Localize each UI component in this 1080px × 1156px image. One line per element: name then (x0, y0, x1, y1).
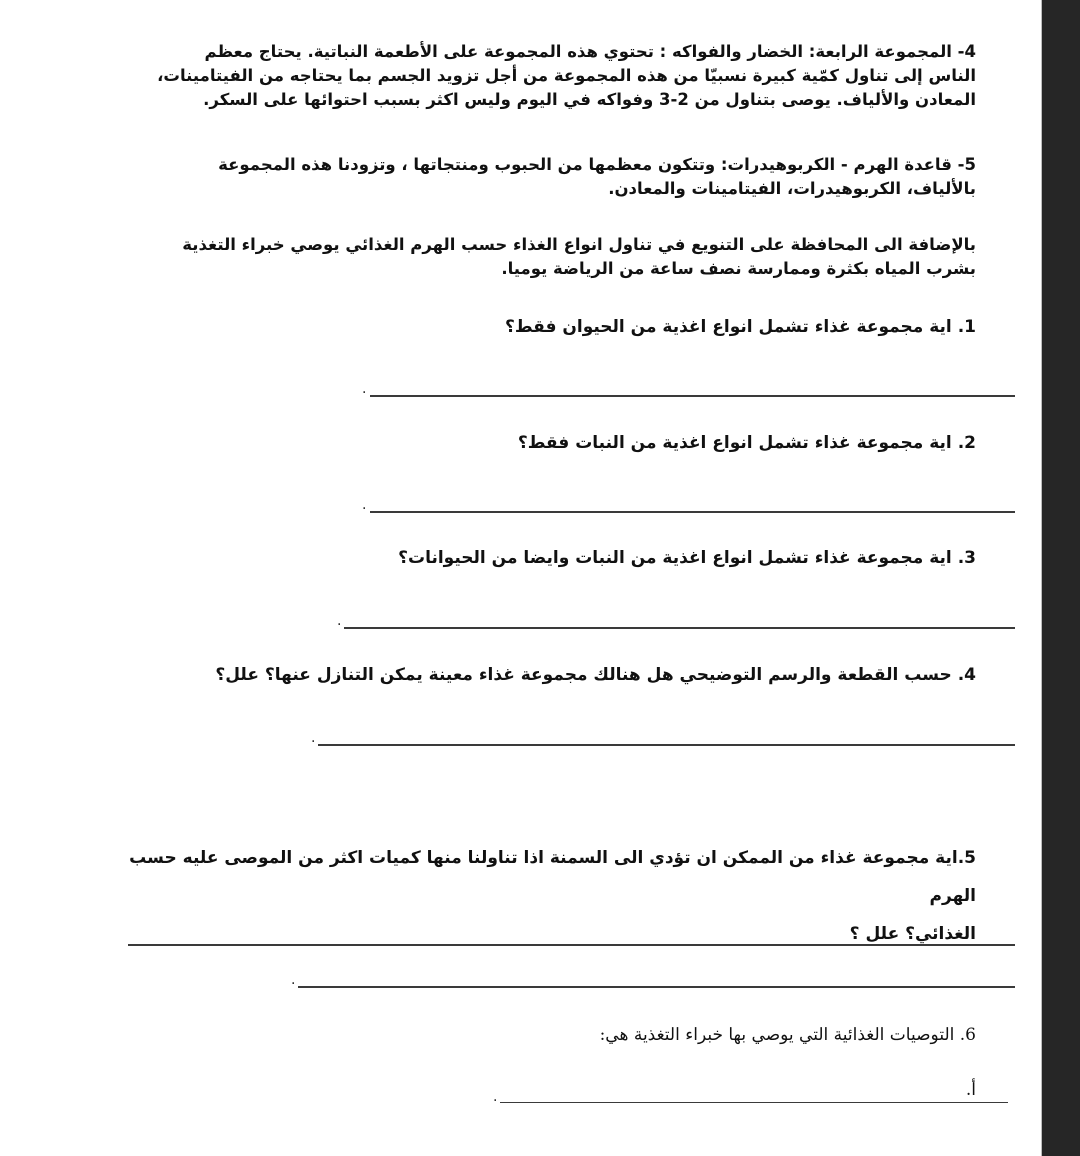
line-end-mark: . (291, 972, 296, 988)
answer-line-5a[interactable] (128, 944, 1015, 946)
answer-line-1[interactable] (370, 395, 1015, 397)
question-number: 5. (957, 848, 976, 868)
question-number: 4. (957, 665, 976, 685)
answer-line-4[interactable] (318, 744, 1015, 746)
question-text: اية مجموعة غذاء تشمل انواع اغذية من النبات فقط؟ (517, 433, 952, 453)
paragraph-line: الناس إلى تناول كمّية كبيرة نسبيّا من هذه المجموعة من أجل تزويد الجسم بما يحتاجه من الفيتامينات، (157, 66, 976, 85)
question-5 (116, 839, 976, 953)
line-end-mark: . (337, 613, 342, 629)
line-end-mark: . (311, 730, 316, 746)
question-text: التوصيات الغذائية التي يوصي بها خبراء التغذية هي: (599, 1025, 955, 1045)
answer-line-5b[interactable] (298, 986, 1015, 988)
answer-line-3[interactable] (344, 627, 1015, 629)
side-panel-scrollbar[interactable] (1041, 0, 1080, 1156)
paragraph-line: 5- قاعدة الهرم - الكربوهيدرات: وتتكون معظمها من الحبوب ومنتجاتها ، وتزودنا هذه المجموعة (218, 155, 976, 174)
paragraph-group-4 (76, 40, 976, 112)
question-text: حسب القطعة والرسم التوضيحي هل هنالك مجموعة غذاء معينة يمكن التنازل عنها؟ علل؟ (215, 665, 952, 685)
sub-answer-label-a: أ. (965, 1080, 976, 1100)
question-number: 2. (957, 433, 976, 453)
question-1 (505, 314, 976, 340)
question-text: اية مجموعة غذاء تشمل انواع اغذية من النبات وايضا من الحيوانات؟ (398, 548, 952, 568)
question-number: 6. (959, 1025, 976, 1045)
question-text: اية مجموعة غذاء من الممكن ان تؤدي الى السمنة اذا تناولنا منها كميات اكثر من الموصى عليه حسب الهرم (129, 848, 976, 906)
question-text: اية مجموعة غذاء تشمل انواع اغذية من الحيوان فقط؟ (505, 317, 952, 337)
paragraph-line: بشرب المياه بكثرة وممارسة نصف ساعة من الرياضة يوميا. (501, 259, 976, 278)
line-end-mark: . (493, 1089, 498, 1105)
answer-line-6a[interactable] (500, 1102, 1008, 1103)
question-number: 1. (957, 317, 976, 337)
paragraph-line: 4- المجموعة الرابعة: الخضار والفواكه : تحتوي هذه المجموعة على الأطعمة النباتية. يحتاج معظم (204, 42, 976, 61)
paragraph-group-5 (76, 153, 976, 201)
question-number: 3. (957, 548, 976, 568)
paragraph-line: المعادن والألياف. يوصى بتناول من 2-3 وفواكه في اليوم وليس اكثر بسبب احتوائها على السكر. (203, 90, 976, 109)
question-3 (398, 545, 976, 571)
question-5-line-2: الغذائي؟ علل ؟ (849, 924, 976, 944)
question-5-line-1 (116, 839, 976, 915)
question-4 (215, 662, 976, 688)
paragraph-line: بالألياف، الكربوهيدرات، الفيتامينات والمعادن. (608, 179, 976, 198)
paragraph-line: بالإضافة الى المحافظة على التنويع في تناول انواع الغذاء حسب الهرم الغذائي يوصي خبراء التغذية (182, 235, 976, 254)
line-end-mark: . (362, 381, 367, 397)
question-2 (518, 430, 976, 456)
paragraph-advice (76, 233, 976, 281)
answer-line-2[interactable] (370, 511, 1015, 513)
question-6 (600, 1022, 976, 1048)
line-end-mark: . (362, 497, 367, 513)
